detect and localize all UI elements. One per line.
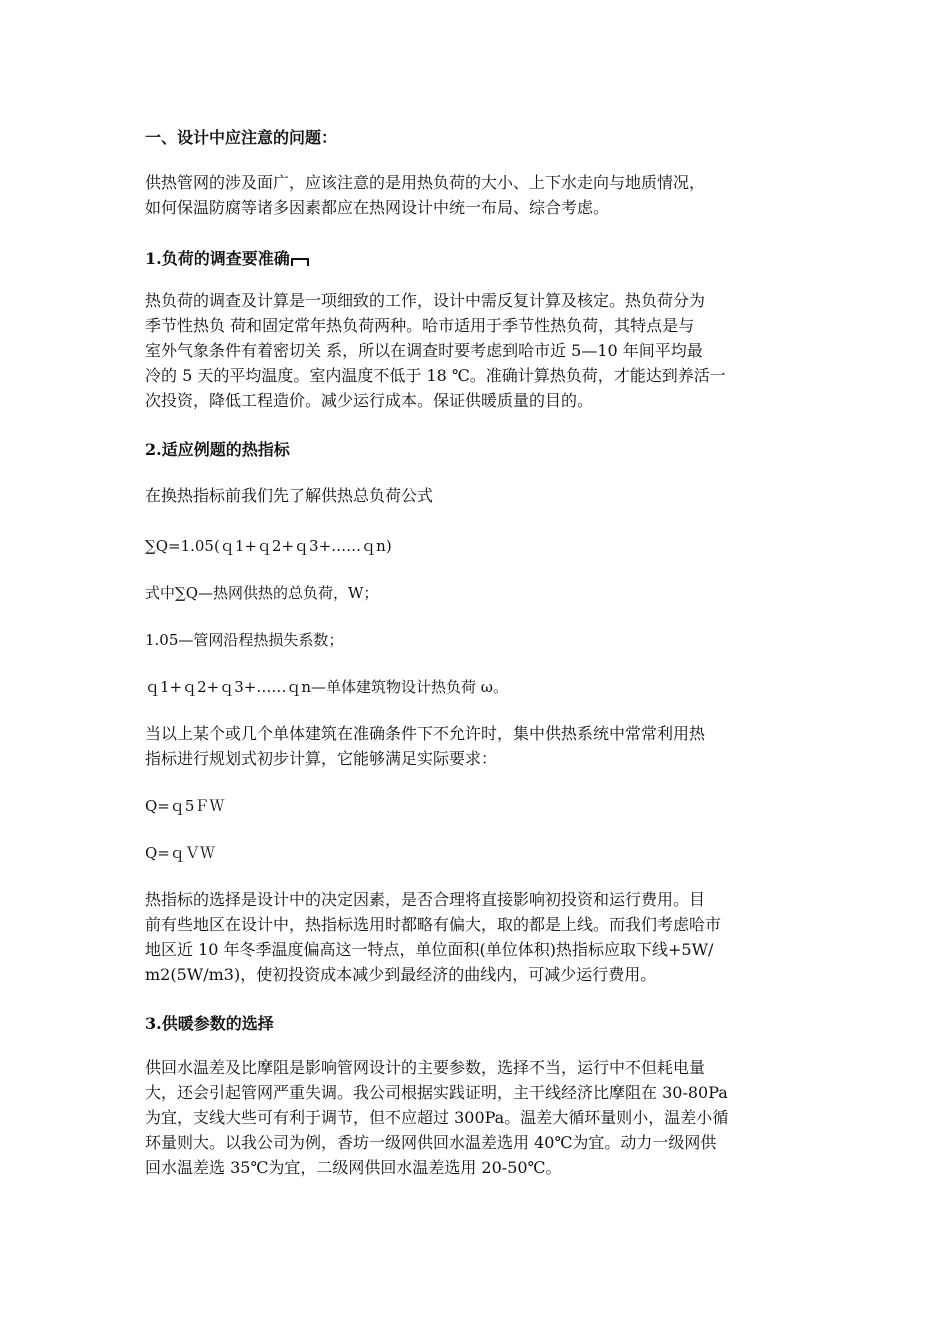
section-3-line: 大，还会引起管网严重失调。我公司根据实践证明，主干线经济比摩阻在 30-80Pa [145, 1083, 728, 1102]
formula-note-total: 式中∑Q—热网供热的总负荷，W； [145, 584, 379, 602]
formula-note-coefficient: 1.05—管网沿程热损失系数； [145, 631, 344, 649]
section-2-line: 指标进行规划式初步计算，它能够满足实际要求： [145, 749, 498, 768]
section-3-paragraph [145, 1055, 810, 1180]
intro-paragraph [145, 170, 810, 220]
section-1-line: 冷的 5 天的平均温度。室内温度不低于 18 ℃。准确计算热负荷，才能达到养活一 [145, 366, 726, 385]
section-2-line: 热指标的选择是设计中的决定因素，是否合理将直接影响初投资和运行费用。目 [145, 890, 706, 909]
formula-total-load: ∑Q=1.05(ｑ1+ｑ2+ｑ3+……ｑn) [145, 537, 392, 555]
section-2-line: 地区近 10 年冬季温度偏高这一特点，单位面积(单位体积)热指标应取下线+5W/ [145, 940, 714, 959]
section-2-title: 2.适应例题的热指标 [145, 440, 290, 459]
intro-line: 供热管网的涉及面广，应该注意的是用热负荷的大小、上下水走向与地质情况， [145, 173, 706, 192]
formula-note-building: ｑ1+ｑ2+ｑ3+……ｑn—单体建筑物设计热负荷 ω。 [145, 678, 508, 696]
formula-volume-index: Q=ｑＶＷ [145, 844, 215, 862]
section-2-line: 当以上某个或几个单体建筑在准确条件下不允许时，集中供热系统中常常利用热 [145, 724, 706, 743]
section-1-line: 季节性热负 荷和固定常年热负荷两种。哈市适用于季节性热负荷，其特点是与 [145, 316, 695, 335]
intro-line: 如何保温防腐等诸多因素都应在热网设计中统一布局、综合考虑。 [145, 198, 610, 217]
section-2-line: m2(5W/m3)，使初投资成本减少到最经济的曲线内，可减少运行费用。 [145, 965, 657, 984]
section-1-paragraph [145, 288, 810, 413]
section-3-title: 3.供暖参数的选择 [145, 1014, 274, 1033]
section-3-line: 环量则大。以我公司为例，香坊一级网供回水温差选用 40℃为宜。动力一级网供 [145, 1133, 717, 1152]
formula-area-index: Q=ｑ5ＦＷ [145, 797, 225, 815]
section-2-line: 前有些地区在设计中，热指标选用时都略有偏大，取的都是上线。而我们考虑哈市 [145, 915, 722, 934]
section-1-line: 次投资，降低工程造价。减少运行成本。保证供暖质量的目的。 [145, 391, 594, 410]
section-1-line: 室外气象条件有着密切关 系，所以在调查时要考虑到哈市近 5—10 年间平均最 [145, 341, 703, 360]
section-2-paragraph-2 [145, 887, 810, 987]
section-3-line: 为宜，支线大些可有利于调节，但不应超过 300Pa。温差大循环量则小，温差小循 [145, 1108, 729, 1127]
section-1-title: 1.负荷的调查要准确 [145, 249, 290, 268]
section-1-heading [145, 249, 810, 269]
section-3-line: 供回水温差及比摩阻是影响管网设计的主要参数，选择不当，运行中不但耗电量 [145, 1058, 706, 1077]
section-1-line: 热负荷的调查及计算是一项细致的工作，设计中需反复计算及核定。热负荷分为 [145, 291, 706, 310]
section-2-intro: 在换热指标前我们先了解供热总负荷公式 [145, 486, 434, 505]
section-2-paragraph [145, 721, 810, 771]
bracket-mark-icon [291, 253, 309, 267]
heading-design-issues: 一、设计中应注意的问题： [145, 128, 338, 147]
section-3-line: 回水温差选 35℃为宜，二级网供回水温差选用 20-50℃。 [145, 1158, 562, 1177]
